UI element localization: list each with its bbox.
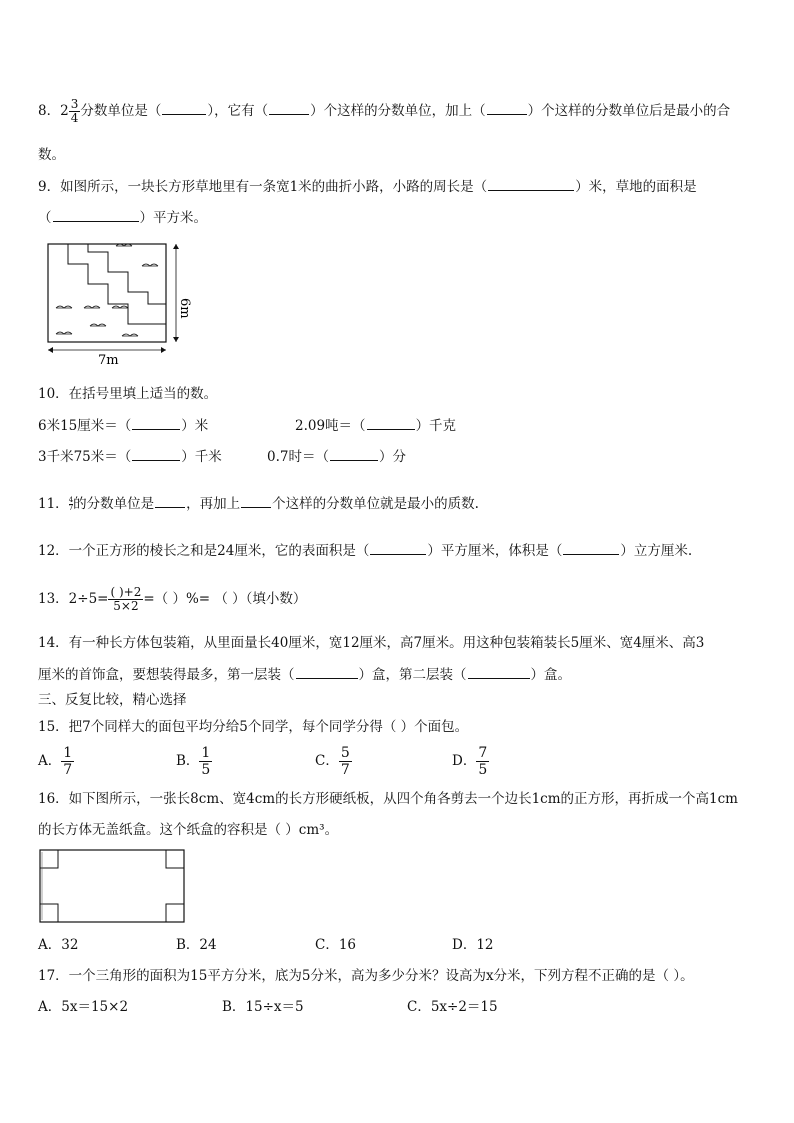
q9-text-3: （ [38, 210, 52, 226]
q10-item-a [38, 416, 208, 435]
q16-corner-tr [166, 850, 184, 868]
q15-c-den: 7 [340, 762, 350, 778]
q9-width-label: 7m [98, 353, 119, 368]
q16-corner-tl [40, 850, 58, 868]
q15-a-fraction [61, 745, 74, 778]
q10-blank-a[interactable] [132, 416, 180, 430]
q10-item-b [295, 416, 456, 435]
q8-frac-den: 4 [70, 111, 79, 125]
q14-text-1: 厘米的首饰盒，要想装得最多，第一层装（ [38, 667, 295, 683]
q15-d-num: 7 [478, 745, 488, 761]
q9-line1 [38, 177, 697, 196]
q11-text-3: 个这样的分数单位就是最小的质数. [272, 496, 479, 512]
q14-blank-2[interactable] [468, 665, 530, 679]
q16-option-b[interactable]: B．24 [176, 937, 217, 953]
q16-corner-bl [40, 904, 58, 922]
q14-line2 [38, 665, 571, 684]
q12-text-3: ）立方厘米. [620, 543, 693, 559]
q16-corner-br [166, 904, 184, 922]
q9-figure [40, 238, 190, 368]
q10-b-text-2: ）千克 [415, 418, 457, 434]
q13-text-2: =（ ）%= （ ）（填小数） [143, 591, 307, 607]
q15-d-den: 5 [478, 762, 488, 778]
q11-text-2: ，再加上 [186, 496, 241, 512]
q16-line1: 16．如下图所示，一张长8cm、宽4cm的长方形硬纸板，从四个角各剪去一个边长1cm的正方形，再折成一个高1cm [38, 791, 738, 807]
q9-height-label: 6m [177, 298, 192, 319]
q8-line2: 数。 [38, 147, 65, 163]
q15-b-fraction [199, 745, 212, 778]
q16-figure [36, 846, 188, 926]
q10-item-c [38, 447, 222, 466]
q15-option-b[interactable] [176, 745, 212, 781]
q12-blank-2[interactable] [563, 541, 619, 555]
q11-frac-num: 4 [68, 496, 74, 504]
q15-a-den: 7 [63, 762, 73, 778]
section3-title: 三、反复比较，精心选择 [38, 692, 187, 708]
q12-text-2: ）平方厘米，体积是（ [427, 543, 563, 559]
q15-stem: 15．把7个同样大的面包平均分给5个同学，每个同学分得（ ）个面包。 [38, 719, 469, 735]
q17-option-c[interactable]: C．5x÷2＝15 [407, 999, 498, 1015]
q8-text-3: ）个这样的分数单位，加上（ [310, 103, 486, 119]
q8-line1 [38, 98, 730, 125]
q10-d-text-1: 0.7时＝（ [267, 449, 329, 465]
q11-text-1: 的分数单位是 [73, 496, 155, 512]
q9-text-1: 9．如图所示，一块长方形草地里有一条宽1米的曲折小路，小路的周长是（ [38, 179, 488, 195]
q13-text-1: 13．2÷5= [38, 591, 109, 607]
q15-b-label: B． [176, 753, 200, 769]
q11-line [38, 494, 479, 513]
q16-board-rect [40, 850, 184, 922]
q14-text-2: ）盒，第二层装（ [358, 667, 467, 683]
q17-option-b[interactable]: B．15÷x＝5 [222, 999, 304, 1015]
q15-a-label: A． [38, 753, 62, 769]
q9-text-4: ）平方米。 [139, 210, 207, 226]
q13-frac-den: 5×2 [113, 599, 139, 613]
q15-option-c[interactable] [315, 745, 352, 781]
q10-blank-d[interactable] [330, 447, 378, 461]
q13-fraction [108, 586, 143, 613]
q15-option-a[interactable] [38, 745, 74, 781]
q8-number: 8． [38, 103, 61, 119]
q16-option-d[interactable]: D．12 [452, 937, 494, 953]
q10-c-text-2: ）千米 [181, 449, 222, 465]
q14-text-3: ）盒。 [530, 667, 571, 683]
q15-option-d[interactable] [452, 745, 489, 781]
q11-blank-1[interactable] [155, 494, 185, 508]
q12-text-1: 12．一个正方形的棱长之和是24厘米，它的表面积是（ [38, 543, 370, 559]
q13-line [38, 586, 306, 613]
q15-c-label: C． [315, 753, 339, 769]
q15-b-num: 1 [201, 745, 211, 761]
q15-c-fraction [339, 745, 352, 778]
q10-title: 10．在括号里填上适当的数。 [38, 386, 218, 402]
q8-text-1: 分数单位是（ [80, 103, 162, 119]
q10-item-d [267, 447, 406, 466]
q15-c-num: 5 [340, 745, 350, 761]
q9-path-lower2 [88, 244, 166, 304]
q12-blank-1[interactable] [370, 541, 426, 555]
q8-blank-3[interactable] [487, 101, 527, 115]
q8-frac-num: 3 [70, 97, 79, 111]
q8-mixed-whole: 2 [60, 103, 69, 119]
q13-frac-num: ( )+2 [110, 585, 142, 599]
q10-blank-c[interactable] [132, 447, 180, 461]
q11-frac-den: 7 [68, 504, 74, 512]
q11-number: 11． [38, 496, 69, 512]
q12-line [38, 541, 692, 560]
q8-text-2: ），它有（ [207, 103, 269, 119]
q9-text-2: ）米，草地的面积是 [575, 179, 697, 195]
q8-text-4: ）个这样的分数单位后是最小的合 [527, 103, 731, 119]
q15-d-label: D． [452, 753, 477, 769]
q16-option-a[interactable]: A．32 [38, 937, 79, 953]
q9-path-upper [68, 244, 166, 324]
q10-a-text-2: ）米 [181, 418, 209, 434]
grass-icon [56, 244, 158, 336]
q16-line2: 的长方体无盖纸盒。这个纸盒的容积是（ ）cm³。 [38, 822, 339, 838]
q9-line2 [38, 208, 207, 227]
q9-blank-1[interactable] [488, 177, 574, 191]
q10-blank-b[interactable] [367, 416, 415, 430]
q16-option-c[interactable]: C．16 [315, 937, 357, 953]
q8-fraction [69, 98, 81, 125]
q8-blank-2[interactable] [269, 101, 309, 115]
q9-blank-2[interactable] [53, 208, 139, 222]
q15-b-den: 5 [201, 762, 211, 778]
q14-line1: 14．有一种长方体包装箱，从里面量长40厘米，宽12厘米，高7厘米。用这种包装箱装长5厘米、宽4厘米、高3 [38, 635, 705, 651]
q10-d-text-2: ）分 [378, 449, 406, 465]
q8-blank-1[interactable] [162, 101, 206, 115]
q10-b-text-1: 2.09吨＝（ [295, 418, 366, 434]
q10-a-text-1: 6米15厘米＝（ [38, 418, 132, 434]
q17-option-a[interactable]: A．5x＝15×2 [38, 999, 129, 1015]
q15-a-num: 1 [63, 745, 73, 761]
q15-d-fraction [476, 745, 489, 778]
q10-c-text-1: 3千米75米＝（ [38, 449, 132, 465]
q17-stem: 17．一个三角形的面积为15平方分米，底为5分米，高为多少分米？设高为x分米，下列方程不正确的是（ ）。 [38, 968, 694, 984]
q14-blank-1[interactable] [296, 665, 358, 679]
q11-blank-2[interactable] [241, 494, 271, 508]
